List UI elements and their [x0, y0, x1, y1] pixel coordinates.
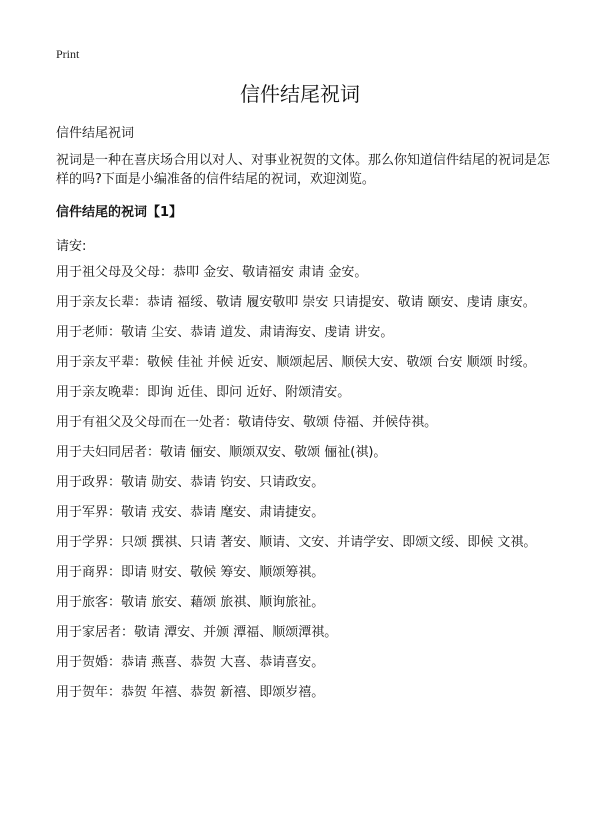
salutation-entry: 用于亲友长辈：恭请 福绥、敬请 履安敬叩 崇安 只请提安、敬请 颐安、虔请 康安。 [56, 295, 536, 310]
salutation-entry: 用于学界：只颂 撰祺、只请 著安、顺请、文安、并请学安、即颂文绥、即候 文祺。 [56, 535, 537, 550]
salutation-entry: 用于亲友晚辈：即询 近佳、即问 近好、附颂清安。 [56, 385, 351, 400]
print-label: Print [56, 47, 80, 61]
salutation-entry: 用于夫妇同居者：敬请 俪安、顺颂双安、敬颂 俪祉(祺)。 [56, 445, 387, 460]
salutation-list [56, 264, 552, 714]
salutation-entry: 用于政界：敬请 勋安、恭请 钧安、只请政安。 [56, 475, 325, 490]
salutation-entry: 用于亲友平辈：敬候 佳祉 并候 近安、顺颂起居、顺侯大安、敬颂 台安 顺颂 时绥。 [56, 355, 536, 370]
salutation-entry: 用于旅客：敬请 旅安、藉颂 旅祺、顺询旅祉。 [56, 595, 325, 610]
salutation-entry: 用于祖父母及父母：恭叩 金安、敬请福安 肃请 金安。 [56, 265, 368, 280]
salutation-entry: 用于贺年：恭贺 年禧、恭贺 新禧、即颂岁禧。 [56, 685, 325, 700]
salutation-entry: 用于贺婚：恭请 燕喜、恭贺 大喜、恭请喜安。 [56, 655, 325, 670]
salutation-entry: 用于有祖父及父母而在一处者：敬请侍安、敬颂 侍福、并候侍祺。 [56, 415, 438, 430]
greeting-label: 请安: [56, 239, 87, 254]
section-heading: 信件结尾的祝词【1】 [56, 205, 183, 220]
document-title: 信件结尾祝词 [240, 82, 360, 106]
salutation-entry: 用于老师：敬请 尘安、恭请 道发、肃请海安、虔请 讲安。 [56, 325, 394, 340]
salutation-entry: 用于家居者：敬请 潭安、并颁 潭福、顺颂潭祺。 [56, 625, 338, 640]
salutation-entry: 用于军界：敬请 戎安、恭请 麾安、肃请捷安。 [56, 505, 325, 520]
subheading: 信件结尾祝词 [56, 126, 135, 141]
salutation-entry: 用于商界：即请 财安、敬候 筹安、顺颂筹祺。 [56, 565, 325, 580]
intro-paragraph: 祝词是一种在喜庆场合用以对人、对事业祝贺的文体。那么你知道信件结尾的祝词是怎样的吗?下面是小编准备的信件结尾的祝词，欢迎浏览。 [56, 153, 551, 187]
